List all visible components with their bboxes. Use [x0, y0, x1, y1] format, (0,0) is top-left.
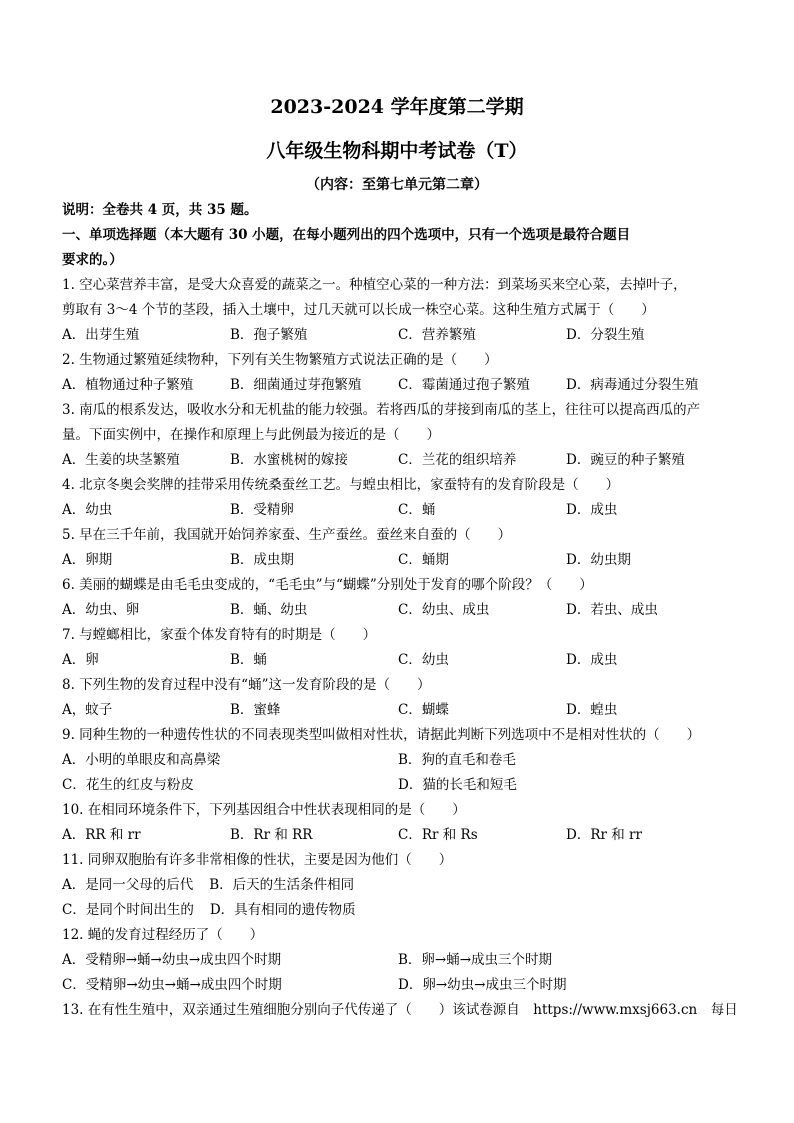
question-text: 8. 下列生物的发育过程中没有“蛹”这一发育阶段的是（ ） [62, 677, 431, 693]
section-heading-cont: 要求的。） [62, 252, 123, 268]
option-a: A．是同一父母的后代 [62, 877, 194, 893]
option-b: B．受精卵 [230, 502, 294, 518]
question-12 [62, 923, 732, 998]
question-text: 量。下面实例中，在操作和原理上与此例最为接近的是（ ） [62, 427, 440, 443]
option-d: D．成虫 [566, 652, 618, 668]
option-a: A．幼虫 [62, 502, 113, 518]
question-text: 2. 生物通过繁殖延续物种，下列有关生物繁殖方式说法正确的是（ ） [62, 352, 498, 368]
option-d: D．猫的长毛和短毛 [398, 777, 517, 793]
option-c: C．营养繁殖 [398, 327, 476, 343]
option-a: A．RR 和 rr [62, 827, 141, 843]
option-d: D．分裂生殖 [566, 327, 645, 343]
option-a: A．出芽生殖 [62, 327, 140, 343]
option-c: C．幼虫、成虫 [398, 602, 490, 618]
question-13 [62, 998, 738, 1023]
option-c: C．是同个时间出生的 [62, 902, 194, 918]
question-1 [62, 273, 732, 348]
question-text: 7. 与螳螂相比，家蚕个体发育特有的时期是（ ） [62, 627, 377, 643]
option-a: A．植物通过种子繁殖 [62, 377, 194, 393]
option-b: B．蛹 [230, 652, 267, 668]
question-text: 3. 南瓜的根系发达，吸收水分和无机盐的能力较强。若将西瓜的芽接到南瓜的茎上，往往可以提高西瓜的产 [62, 402, 701, 418]
option-a: A．受精卵→蛹→幼虫→成虫四个时期 [62, 952, 282, 968]
option-d: D．Rr 和 rr [566, 827, 642, 843]
option-d: D．若虫、成虫 [566, 602, 658, 618]
question-9 [62, 723, 732, 798]
option-b: B．狗的直毛和卷毛 [398, 752, 516, 768]
option-a: A．小明的单眼皮和高鼻梁 [62, 752, 221, 768]
option-d: D．具有相同的遗传物质 [209, 902, 356, 918]
option-b: B．水蜜桃树的嫁接 [230, 452, 348, 468]
question-10 [62, 798, 732, 848]
option-d: D．豌豆的种子繁殖 [566, 452, 685, 468]
question-text: 13. 在有性生殖中，双亲通过生殖细胞分别向子代传递了（ ）该试卷源自 https://www.mxsj663.cn 每日 [62, 1002, 738, 1018]
option-d: D．蝗虫 [566, 702, 618, 718]
question-text: 剪取有 3～4 个节的茎段，插入土壤中，过几天就可以长成一株空心菜。这种生殖方式属于（ ） [62, 302, 655, 318]
option-b: B．蜜蜂 [230, 702, 281, 718]
question-text: 4. 北京冬奥会奖牌的挂带采用传统桑蚕丝工艺。与蝗虫相比，家蚕特有的发育阶段是（ ） [62, 477, 620, 493]
question-text: 9. 同种生物的一种遗传性状的不同表现类型叫做相对性状，请据此判断下列选项中不是相对性状的（ ） [62, 727, 701, 743]
option-row [62, 598, 732, 623]
question-text: 10. 在相同环境条件下，下列基因组合中性状表现相同的是（ ） [62, 802, 466, 818]
option-a: A．卵 [62, 652, 99, 668]
option-a: A．幼虫、卵 [62, 602, 140, 618]
option-d: D．卵→幼虫→成虫三个时期 [398, 977, 567, 993]
question-text: 5. 早在三千年前，我国就开始饲养家蚕、生产蚕丝。蚕丝来自蚕的（ ） [62, 527, 512, 543]
question-7 [62, 623, 732, 673]
option-b: B．孢子繁殖 [230, 327, 308, 343]
option-b: B．细菌通过芽孢繁殖 [230, 377, 362, 393]
option-row [62, 873, 732, 898]
option-row [62, 698, 732, 723]
option-b: B．蛹、幼虫 [230, 602, 308, 618]
question-text: 6. 美丽的蝴蝶是由毛毛虫变成的，“毛毛虫”与“蝴蝶”分别处于发育的哪个阶段？（ ） [62, 577, 593, 593]
option-a: A，蚊子 [62, 702, 113, 718]
option-row [62, 898, 732, 923]
question-11 [62, 848, 732, 923]
option-row [62, 498, 732, 523]
option-c: C．蛹期 [398, 552, 449, 568]
exam-body [62, 198, 738, 1023]
question-4 [62, 473, 732, 523]
section-heading: 一、单项选择题（本大题有 30 小题，在每小题列出的四个选项中，只有一个选项是最符合题目 [62, 227, 631, 243]
option-c: C．兰花的组织培养 [398, 452, 517, 468]
option-c: C．花生的红皮与粉皮 [62, 777, 194, 793]
option-b: B．Rr 和 RR [230, 827, 313, 843]
option-d: D．幼虫期 [566, 552, 631, 568]
option-a: A．生姜的块茎繁殖 [62, 452, 180, 468]
option-row [62, 323, 732, 348]
option-b: B．后天的生活条件相同 [209, 877, 355, 893]
exam-scope: （内容：至第七单元第二章） [306, 177, 488, 193]
question-2 [62, 348, 732, 398]
option-row [62, 373, 732, 398]
option-row [62, 448, 732, 473]
exam-title-year: 2023-2024 学年度第二学期 [270, 96, 524, 118]
option-c: C．Rr 和 Rs [398, 827, 478, 843]
option-row [62, 548, 732, 573]
option-row [62, 948, 732, 973]
question-5 [62, 523, 732, 573]
option-b: B．卵→蛹→成虫三个时期 [398, 952, 553, 968]
question-3 [62, 398, 732, 473]
option-c: C．受精卵→幼虫→蛹→成虫四个时期 [62, 977, 282, 993]
option-c: C．蝴蝶 [398, 702, 449, 718]
option-c: C．蛹 [398, 502, 436, 518]
question-text: 12. 蝇的发育过程经历了（ ） [62, 927, 264, 943]
option-c: C．幼虫 [398, 652, 449, 668]
question-8 [62, 673, 732, 723]
option-a: A．卵期 [62, 552, 113, 568]
question-text: 1. 空心菜营养丰富，是受大众喜爱的蔬菜之一。种植空心菜的一种方法：到菜场买来空心菜，去掉叶子， [62, 277, 687, 293]
question-text: 11. 同卵双胞胎有许多非常相像的性状，主要是因为他们（ ） [62, 852, 453, 868]
option-row [62, 648, 732, 673]
option-d: D．成虫 [566, 502, 618, 518]
option-b: B．成虫期 [230, 552, 294, 568]
option-row [62, 773, 732, 798]
option-c: C．霉菌通过孢子繁殖 [398, 377, 530, 393]
option-d: D．病毒通过分裂生殖 [566, 377, 699, 393]
option-row [62, 823, 732, 848]
exam-instructions: 说明：全卷共 4 页，共 35 题。 [62, 202, 258, 218]
option-row [62, 748, 732, 773]
question-6 [62, 573, 732, 623]
exam-title-subject: 八年级生物科期中考试卷（T） [266, 140, 528, 162]
option-row [62, 973, 732, 998]
